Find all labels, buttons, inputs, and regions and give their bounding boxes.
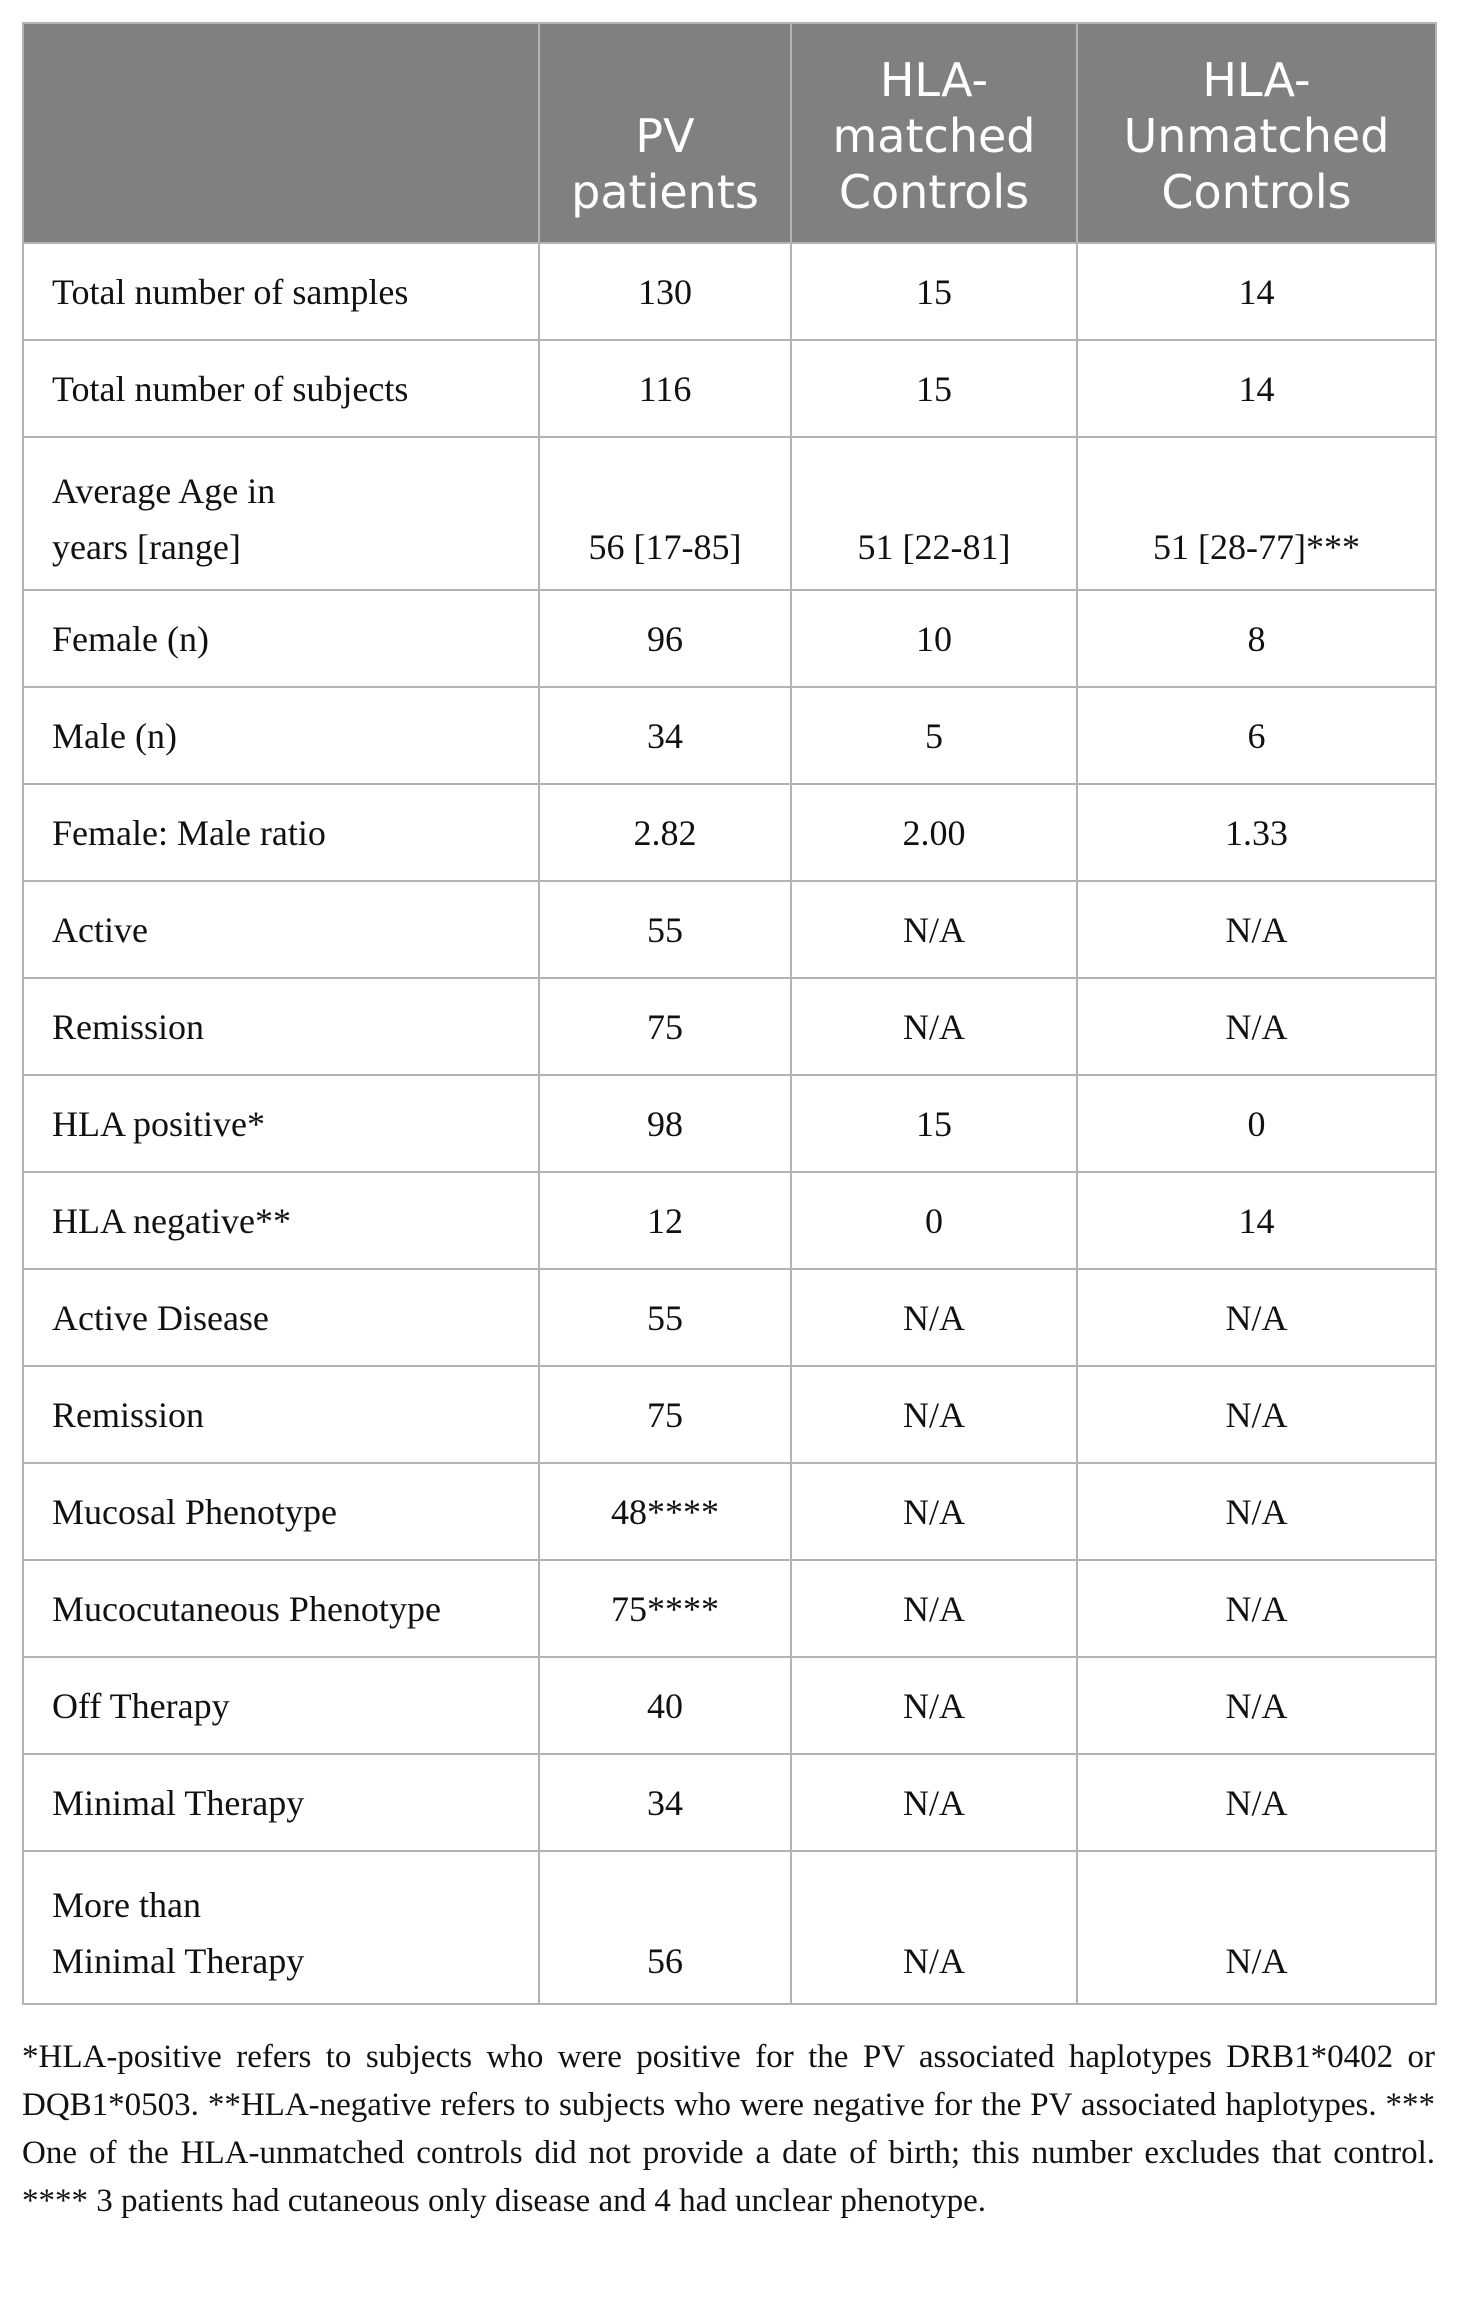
table-footnote: *HLA-positive refers to subjects who were positive for the PV associated haplotypes DRB1*0402 or DQB1*0503. **HLA-negative refers to subjects who were negative for the PV associated haplotypes. *** One of the HLA-unmatched controls did not provide a date of birth; this number excludes that control. **** 3 patients had cutaneous only disease and 4 had unclear phenotype.	[22, 2039, 1435, 2219]
table-row	[23, 1172, 1436, 1269]
row-label-text: Average Age in	[52, 471, 276, 511]
header-text: patients	[571, 165, 759, 219]
cell-hla-matched: 15	[791, 340, 1077, 437]
cell-hla-matched: 15	[791, 243, 1077, 340]
row-label	[23, 340, 539, 437]
table-row	[23, 1560, 1436, 1657]
header-cell-hla-matched-controls	[791, 23, 1077, 243]
row-label	[23, 1075, 539, 1172]
table-row	[23, 1366, 1436, 1463]
row-label	[23, 687, 539, 784]
table-row	[23, 784, 1436, 881]
row-label-text: Remission	[52, 1394, 205, 1435]
cell-hla-unmatched: N/A	[1077, 1269, 1436, 1366]
cell-hla-matched: 0	[791, 1172, 1077, 1269]
header-cell-hla-unmatched-controls	[1077, 23, 1436, 243]
row-label-text: Total number of subjects	[52, 368, 409, 409]
cell-pv-patients: 75	[539, 1366, 791, 1463]
demographics-table	[22, 22, 1437, 2005]
cell-pv-patients: 56	[539, 1851, 791, 2004]
table-row	[23, 243, 1436, 340]
cell-hla-matched: 5	[791, 687, 1077, 784]
cell-pv-patients: 75	[539, 978, 791, 1075]
header-cell-pv-patients	[539, 23, 791, 243]
cell-hla-unmatched: N/A	[1077, 978, 1436, 1075]
cell-hla-unmatched: N/A	[1077, 1463, 1436, 1560]
table-row	[23, 590, 1436, 687]
table-row	[23, 1463, 1436, 1560]
row-label	[23, 243, 539, 340]
row-label	[23, 881, 539, 978]
cell-hla-matched: N/A	[791, 1657, 1077, 1754]
cell-hla-matched: N/A	[791, 1463, 1077, 1560]
row-label	[23, 1754, 539, 1851]
row-label	[23, 978, 539, 1075]
cell-pv-patients: 12	[539, 1172, 791, 1269]
cell-hla-unmatched: 8	[1077, 590, 1436, 687]
cell-hla-matched: N/A	[791, 1851, 1077, 2004]
row-label-text: Active Disease	[52, 1297, 269, 1338]
row-label-text: Mucocutaneous Phenotype	[52, 1588, 441, 1629]
cell-hla-unmatched: N/A	[1077, 881, 1436, 978]
cell-hla-matched: N/A	[791, 881, 1077, 978]
table-row	[23, 687, 1436, 784]
cell-hla-unmatched: 1.33	[1077, 784, 1436, 881]
cell-hla-unmatched: 6	[1077, 687, 1436, 784]
row-label-text: HLA negative**	[52, 1200, 291, 1241]
row-label-text: Male (n)	[52, 715, 177, 756]
row-label-text: Mucosal Phenotype	[52, 1491, 337, 1532]
cell-hla-matched: 2.00	[791, 784, 1077, 881]
cell-hla-matched: 10	[791, 590, 1077, 687]
header-text: Controls	[1161, 165, 1352, 219]
table-row	[23, 340, 1436, 437]
cell-pv-patients: 34	[539, 687, 791, 784]
header-text: HLA-	[879, 53, 989, 107]
cell-hla-matched: N/A	[791, 1269, 1077, 1366]
header-text: Unmatched	[1123, 109, 1390, 163]
cell-pv-patients: 2.82	[539, 784, 791, 881]
row-label-text: HLA positive*	[52, 1103, 265, 1144]
cell-hla-unmatched: 14	[1077, 1172, 1436, 1269]
row-label	[23, 1172, 539, 1269]
row-label-text: Minimal Therapy	[52, 1941, 305, 1981]
header-text: PV	[635, 109, 695, 163]
cell-pv-patients: 116	[539, 340, 791, 437]
header-text: Controls	[838, 165, 1030, 219]
cell-hla-matched: N/A	[791, 1560, 1077, 1657]
table-row	[23, 1754, 1436, 1851]
cell-pv-patients: 56 [17-85]	[539, 437, 791, 590]
table-header-row	[23, 23, 1436, 243]
table-row	[23, 1851, 1436, 2004]
row-label	[23, 1657, 539, 1754]
table-row	[23, 978, 1436, 1075]
cell-hla-matched: N/A	[791, 978, 1077, 1075]
row-label	[23, 590, 539, 687]
row-label-text: Active	[52, 909, 148, 950]
row-label	[23, 1269, 539, 1366]
cell-hla-matched: 51 [22-81]	[791, 437, 1077, 590]
row-label	[23, 1851, 539, 2004]
cell-hla-unmatched: N/A	[1077, 1560, 1436, 1657]
cell-pv-patients: 130	[539, 243, 791, 340]
header-cell-empty	[23, 23, 539, 243]
table-row	[23, 1075, 1436, 1172]
row-label	[23, 1463, 539, 1560]
row-label	[23, 437, 539, 590]
header-text: matched	[832, 109, 1036, 163]
row-label-text: Minimal Therapy	[52, 1782, 305, 1823]
cell-pv-patients: 96	[539, 590, 791, 687]
row-label-text: years [range]	[52, 527, 241, 567]
row-label-text: Female: Male ratio	[52, 812, 326, 853]
cell-hla-unmatched: N/A	[1077, 1754, 1436, 1851]
cell-hla-unmatched: N/A	[1077, 1851, 1436, 2004]
table-row	[23, 1657, 1436, 1754]
cell-pv-patients: 55	[539, 1269, 791, 1366]
cell-pv-patients: 48****	[539, 1463, 791, 1560]
cell-hla-unmatched: 0	[1077, 1075, 1436, 1172]
row-label	[23, 1560, 539, 1657]
row-label-text: Total number of samples	[52, 271, 409, 312]
cell-pv-patients: 40	[539, 1657, 791, 1754]
cell-hla-unmatched: N/A	[1077, 1657, 1436, 1754]
header-text: HLA-	[1202, 53, 1311, 107]
row-label	[23, 784, 539, 881]
cell-hla-unmatched: 14	[1077, 243, 1436, 340]
cell-pv-patients: 55	[539, 881, 791, 978]
row-label	[23, 1366, 539, 1463]
table-row	[23, 881, 1436, 978]
row-label-text: Off Therapy	[52, 1685, 230, 1726]
cell-hla-unmatched: 51 [28-77]***	[1077, 437, 1436, 590]
table-row	[23, 437, 1436, 590]
cell-hla-matched: N/A	[791, 1754, 1077, 1851]
cell-pv-patients: 34	[539, 1754, 791, 1851]
cell-pv-patients: 75****	[539, 1560, 791, 1657]
cell-hla-unmatched: N/A	[1077, 1366, 1436, 1463]
row-label-text: More than	[52, 1885, 201, 1925]
table-row	[23, 1269, 1436, 1366]
cell-pv-patients: 98	[539, 1075, 791, 1172]
row-label-text: Remission	[52, 1006, 205, 1047]
cell-hla-unmatched: 14	[1077, 340, 1436, 437]
cell-hla-matched: N/A	[791, 1366, 1077, 1463]
cell-hla-matched: 15	[791, 1075, 1077, 1172]
row-label-text: Female (n)	[52, 618, 209, 659]
